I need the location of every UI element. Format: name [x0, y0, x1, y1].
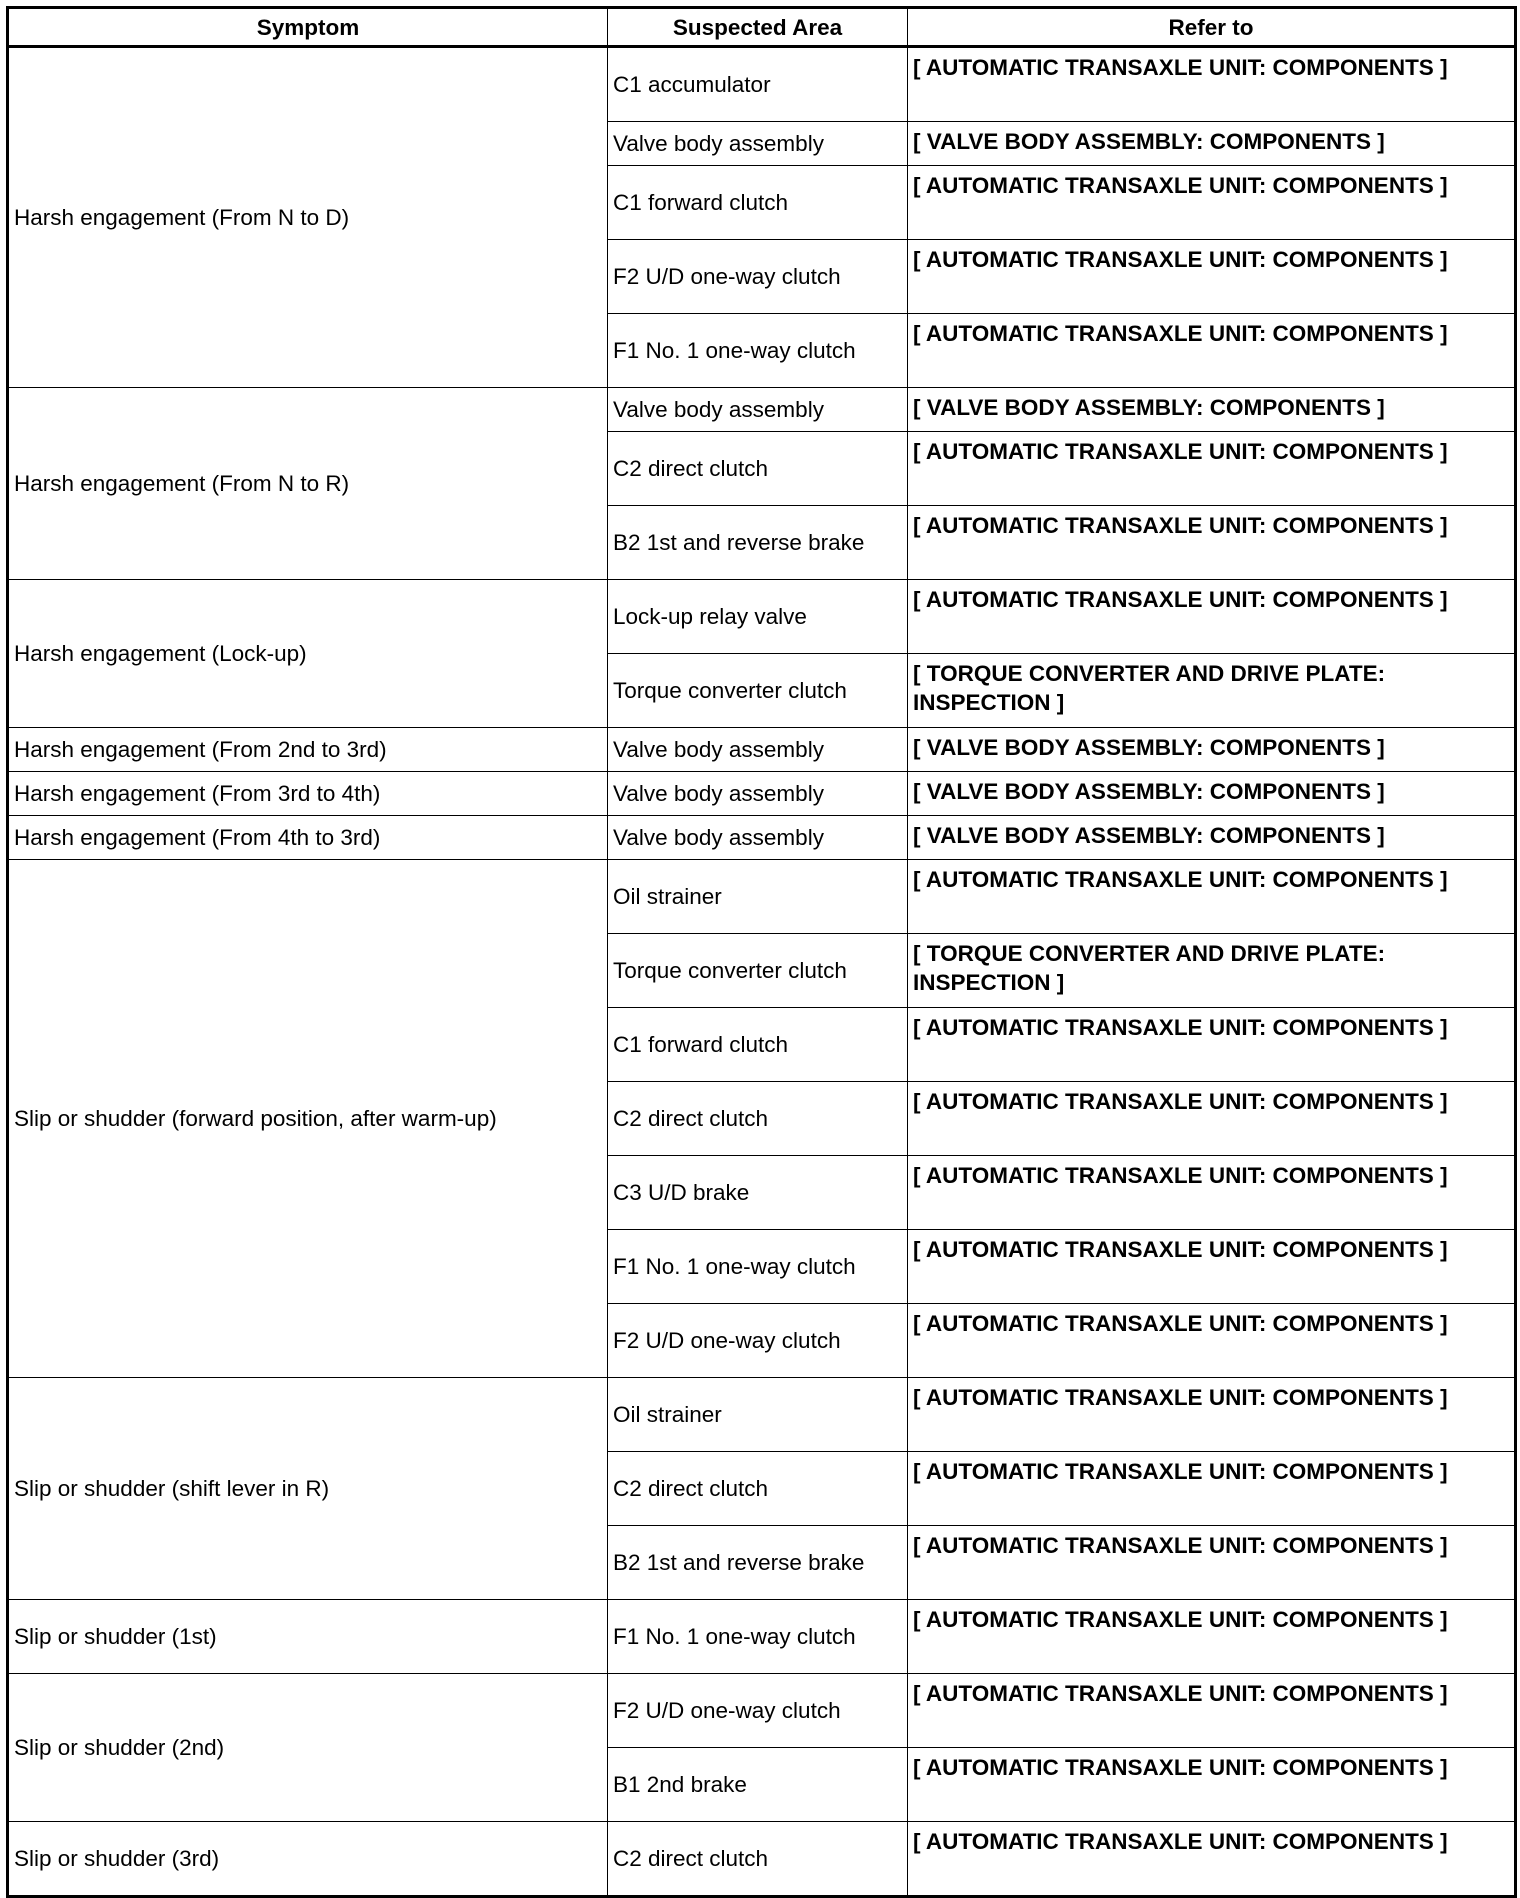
refer-to-cell: [ AUTOMATIC TRANSAXLE UNIT: COMPONENTS ] — [908, 1156, 1516, 1230]
suspected-area-cell: Valve body assembly — [608, 388, 908, 432]
refer-to-cell: [ AUTOMATIC TRANSAXLE UNIT: COMPONENTS ] — [908, 166, 1516, 240]
refer-to-cell: [ AUTOMATIC TRANSAXLE UNIT: COMPONENTS ] — [908, 1378, 1516, 1452]
refer-to-cell: [ VALVE BODY ASSEMBLY: COMPONENTS ] — [908, 122, 1516, 166]
suspected-area-cell: B2 1st and reverse brake — [608, 506, 908, 580]
table-row — [8, 772, 1516, 816]
symptom-cell: Harsh engagement (From 2nd to 3rd) — [8, 728, 608, 772]
table-row — [8, 1822, 1516, 1897]
header-refer-to: Refer to — [908, 8, 1516, 47]
suspected-area-cell: B2 1st and reverse brake — [608, 1526, 908, 1600]
suspected-area-cell: Oil strainer — [608, 1378, 908, 1452]
symptom-cell: Harsh engagement (From N to R) — [8, 388, 608, 580]
suspected-area-cell: Valve body assembly — [608, 772, 908, 816]
suspected-area-cell: F1 No. 1 one-way clutch — [608, 1230, 908, 1304]
suspected-area-cell: F1 No. 1 one-way clutch — [608, 1600, 908, 1674]
table-row — [8, 860, 1516, 934]
suspected-area-cell: F2 U/D one-way clutch — [608, 1304, 908, 1378]
refer-to-cell: [ AUTOMATIC TRANSAXLE UNIT: COMPONENTS ] — [908, 580, 1516, 654]
symptom-cell: Harsh engagement (Lock-up) — [8, 580, 608, 728]
refer-to-cell: [ VALVE BODY ASSEMBLY: COMPONENTS ] — [908, 728, 1516, 772]
suspected-area-cell: C2 direct clutch — [608, 1822, 908, 1897]
suspected-area-cell: Torque converter clutch — [608, 654, 908, 728]
symptom-cell: Slip or shudder (2nd) — [8, 1674, 608, 1822]
symptom-cell: Slip or shudder (3rd) — [8, 1822, 608, 1897]
refer-to-cell: [ AUTOMATIC TRANSAXLE UNIT: COMPONENTS ] — [908, 1822, 1516, 1897]
refer-to-cell: [ VALVE BODY ASSEMBLY: COMPONENTS ] — [908, 388, 1516, 432]
suspected-area-cell: Lock-up relay valve — [608, 580, 908, 654]
table-row — [8, 1600, 1516, 1674]
header-suspected-area: Suspected Area — [608, 8, 908, 47]
suspected-area-cell: C2 direct clutch — [608, 1452, 908, 1526]
refer-to-cell: [ AUTOMATIC TRANSAXLE UNIT: COMPONENTS ] — [908, 1304, 1516, 1378]
refer-to-cell: [ AUTOMATIC TRANSAXLE UNIT: COMPONENTS ] — [908, 1008, 1516, 1082]
header-symptom: Symptom — [8, 8, 608, 47]
suspected-area-cell: Oil strainer — [608, 860, 908, 934]
symptom-cell: Harsh engagement (From 4th to 3rd) — [8, 816, 608, 860]
suspected-area-cell: C2 direct clutch — [608, 1082, 908, 1156]
suspected-area-cell: C1 forward clutch — [608, 1008, 908, 1082]
table-row — [8, 47, 1516, 122]
suspected-area-cell: B1 2nd brake — [608, 1748, 908, 1822]
refer-to-cell: [ TORQUE CONVERTER AND DRIVE PLATE: INSPECTION ] — [908, 654, 1516, 728]
symptom-cell: Harsh engagement (From N to D) — [8, 47, 608, 388]
troubleshooting-table — [6, 6, 1517, 1898]
symptom-cell: Slip or shudder (shift lever in R) — [8, 1378, 608, 1600]
suspected-area-cell: C1 accumulator — [608, 47, 908, 122]
suspected-area-cell: Valve body assembly — [608, 728, 908, 772]
refer-to-cell: [ AUTOMATIC TRANSAXLE UNIT: COMPONENTS ] — [908, 506, 1516, 580]
refer-to-cell: [ AUTOMATIC TRANSAXLE UNIT: COMPONENTS ] — [908, 1674, 1516, 1748]
suspected-area-cell: Valve body assembly — [608, 816, 908, 860]
refer-to-cell: [ TORQUE CONVERTER AND DRIVE PLATE: INSPECTION ] — [908, 934, 1516, 1008]
suspected-area-cell: Valve body assembly — [608, 122, 908, 166]
refer-to-cell: [ AUTOMATIC TRANSAXLE UNIT: COMPONENTS ] — [908, 1452, 1516, 1526]
table-row — [8, 816, 1516, 860]
symptom-cell: Slip or shudder (1st) — [8, 1600, 608, 1674]
table-row — [8, 1378, 1516, 1452]
refer-to-cell: [ AUTOMATIC TRANSAXLE UNIT: COMPONENTS ] — [908, 314, 1516, 388]
refer-to-cell: [ AUTOMATIC TRANSAXLE UNIT: COMPONENTS ] — [908, 1600, 1516, 1674]
table-row — [8, 580, 1516, 654]
suspected-area-cell: C3 U/D brake — [608, 1156, 908, 1230]
refer-to-cell: [ AUTOMATIC TRANSAXLE UNIT: COMPONENTS ] — [908, 1082, 1516, 1156]
suspected-area-cell: C2 direct clutch — [608, 432, 908, 506]
suspected-area-cell: F2 U/D one-way clutch — [608, 240, 908, 314]
refer-to-cell: [ AUTOMATIC TRANSAXLE UNIT: COMPONENTS ] — [908, 47, 1516, 122]
refer-to-cell: [ AUTOMATIC TRANSAXLE UNIT: COMPONENTS ] — [908, 1526, 1516, 1600]
refer-to-cell: [ VALVE BODY ASSEMBLY: COMPONENTS ] — [908, 816, 1516, 860]
symptom-cell: Slip or shudder (forward position, after warm-up) — [8, 860, 608, 1378]
refer-to-cell: [ AUTOMATIC TRANSAXLE UNIT: COMPONENTS ] — [908, 1230, 1516, 1304]
table-row — [8, 728, 1516, 772]
suspected-area-cell: F1 No. 1 one-way clutch — [608, 314, 908, 388]
refer-to-cell: [ AUTOMATIC TRANSAXLE UNIT: COMPONENTS ] — [908, 432, 1516, 506]
header-row — [8, 8, 1516, 47]
refer-to-cell: [ VALVE BODY ASSEMBLY: COMPONENTS ] — [908, 772, 1516, 816]
suspected-area-cell: Torque converter clutch — [608, 934, 908, 1008]
suspected-area-cell: F2 U/D one-way clutch — [608, 1674, 908, 1748]
table-row — [8, 388, 1516, 432]
table-row — [8, 1674, 1516, 1748]
refer-to-cell: [ AUTOMATIC TRANSAXLE UNIT: COMPONENTS ] — [908, 1748, 1516, 1822]
symptom-cell: Harsh engagement (From 3rd to 4th) — [8, 772, 608, 816]
suspected-area-cell: C1 forward clutch — [608, 166, 908, 240]
refer-to-cell: [ AUTOMATIC TRANSAXLE UNIT: COMPONENTS ] — [908, 240, 1516, 314]
refer-to-cell: [ AUTOMATIC TRANSAXLE UNIT: COMPONENTS ] — [908, 860, 1516, 934]
